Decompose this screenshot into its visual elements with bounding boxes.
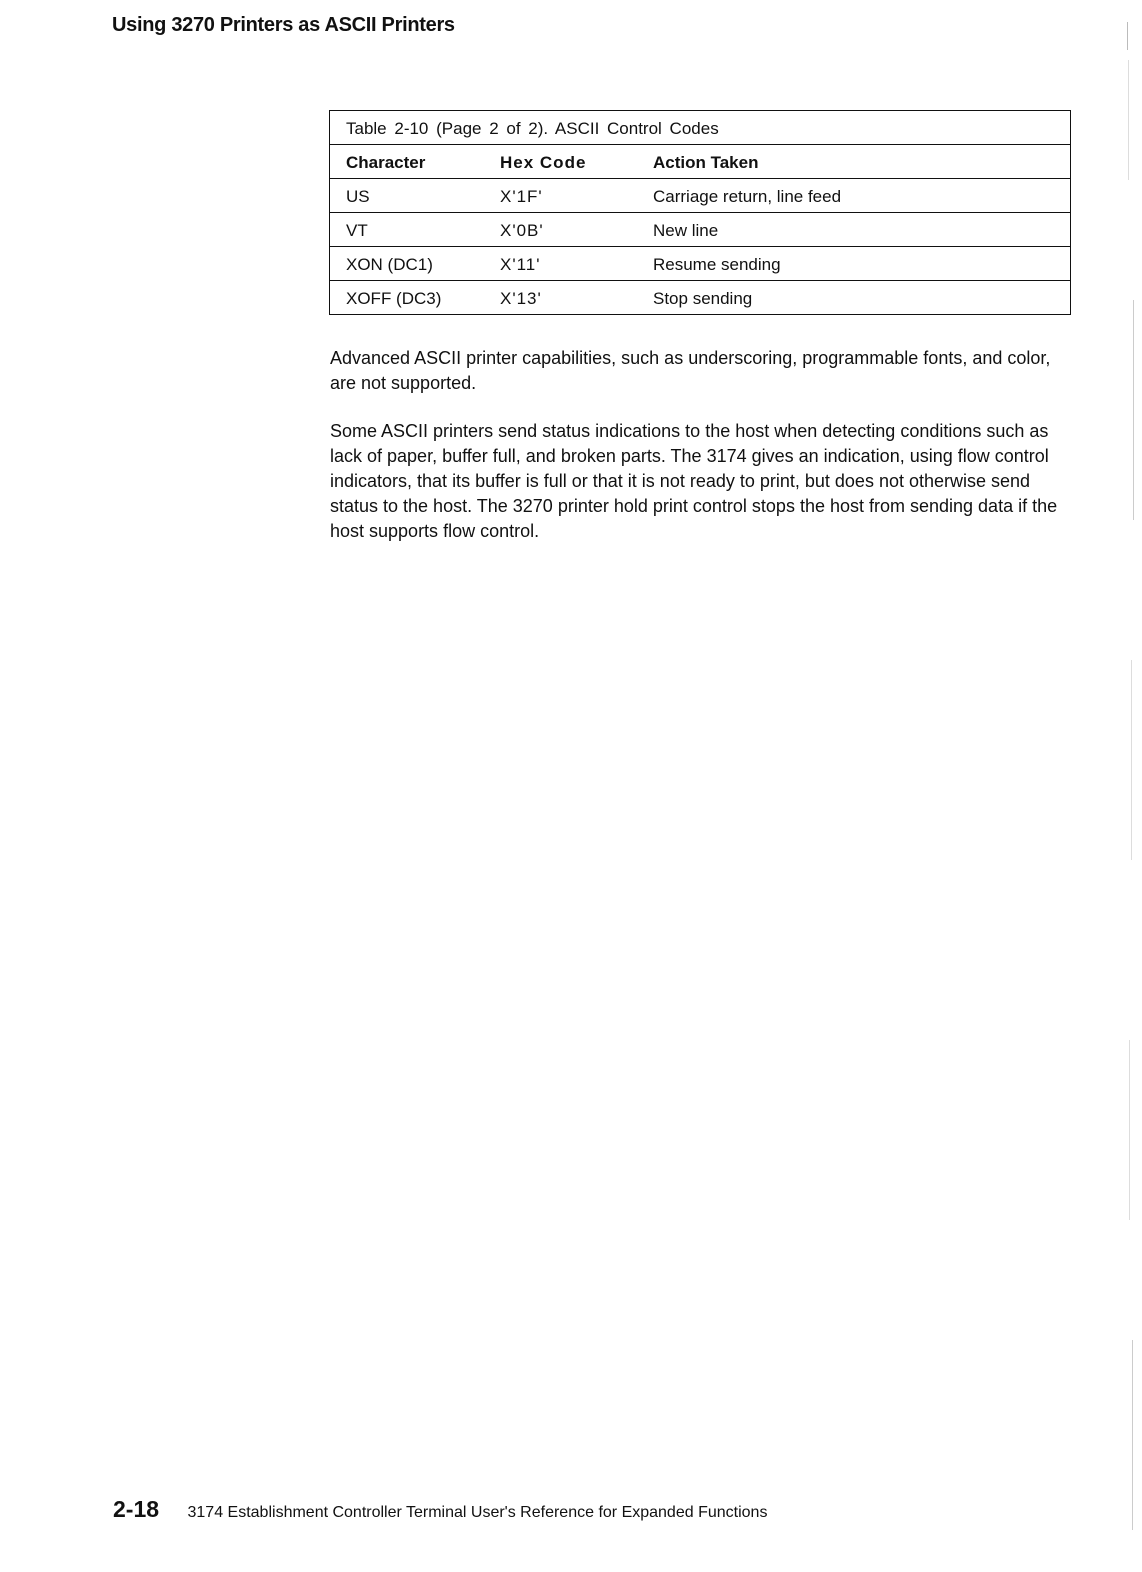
cell-character: US xyxy=(346,187,370,206)
scan-edge-mark xyxy=(1129,1040,1130,1220)
table-row xyxy=(330,247,1070,281)
cell-action-taken: Resume sending xyxy=(653,255,781,274)
cell-character: VT xyxy=(346,221,368,240)
page-number: 2-18 xyxy=(113,1496,160,1522)
scan-edge-mark xyxy=(1127,22,1128,50)
paragraph-advanced-capabilities: Advanced ASCII printer capabilities, such as underscoring, programmable fonts, and color, are not supported. xyxy=(330,348,1051,393)
cell-hex-code: X'13' xyxy=(500,289,542,308)
table-row xyxy=(330,179,1070,213)
page-footer xyxy=(113,1496,767,1523)
cell-action-taken: Carriage return, line feed xyxy=(653,187,842,206)
header-hex-code: Hex Code xyxy=(500,153,587,172)
ascii-control-codes-table xyxy=(329,110,1071,315)
book-title: 3174 Establishment Controller Terminal User's Reference for Expanded Functions xyxy=(187,1504,768,1521)
scan-edge-mark xyxy=(1128,60,1129,180)
table-caption: Table 2-10 (Page 2 of 2). ASCII Control Codes xyxy=(330,111,1070,145)
scan-edge-mark xyxy=(1132,1340,1133,1530)
cell-hex-code: X'11' xyxy=(500,255,541,274)
scan-edge-mark xyxy=(1131,660,1132,860)
cell-hex-code: X'0B' xyxy=(500,221,544,240)
table-header-row xyxy=(330,145,1070,179)
cell-character: XON (DC1) xyxy=(346,255,433,274)
header-character: Character xyxy=(346,153,426,172)
scan-edge-mark xyxy=(1133,300,1134,520)
table-row xyxy=(330,281,1070,314)
cell-hex-code: X'1F' xyxy=(500,187,543,206)
paragraph-status-indications: Some ASCII printers send status indications to the host when detecting conditions such as lack of paper, buffer full, and broken parts. The 3174 gives an indication, using flow control indicators, that its buffer is full or that it is not ready to print, but does not otherwise send status to the host. The 3270 printer hold print control stops the host from sending data if the host supports flow control. xyxy=(330,421,1058,541)
cell-character: XOFF (DC3) xyxy=(346,289,442,308)
cell-action-taken: New line xyxy=(653,221,719,240)
cell-action-taken: Stop sending xyxy=(653,289,753,308)
header-action-taken: Action Taken xyxy=(653,153,759,172)
table-row xyxy=(330,213,1070,247)
running-head: Using 3270 Printers as ASCII Printers xyxy=(112,14,455,36)
